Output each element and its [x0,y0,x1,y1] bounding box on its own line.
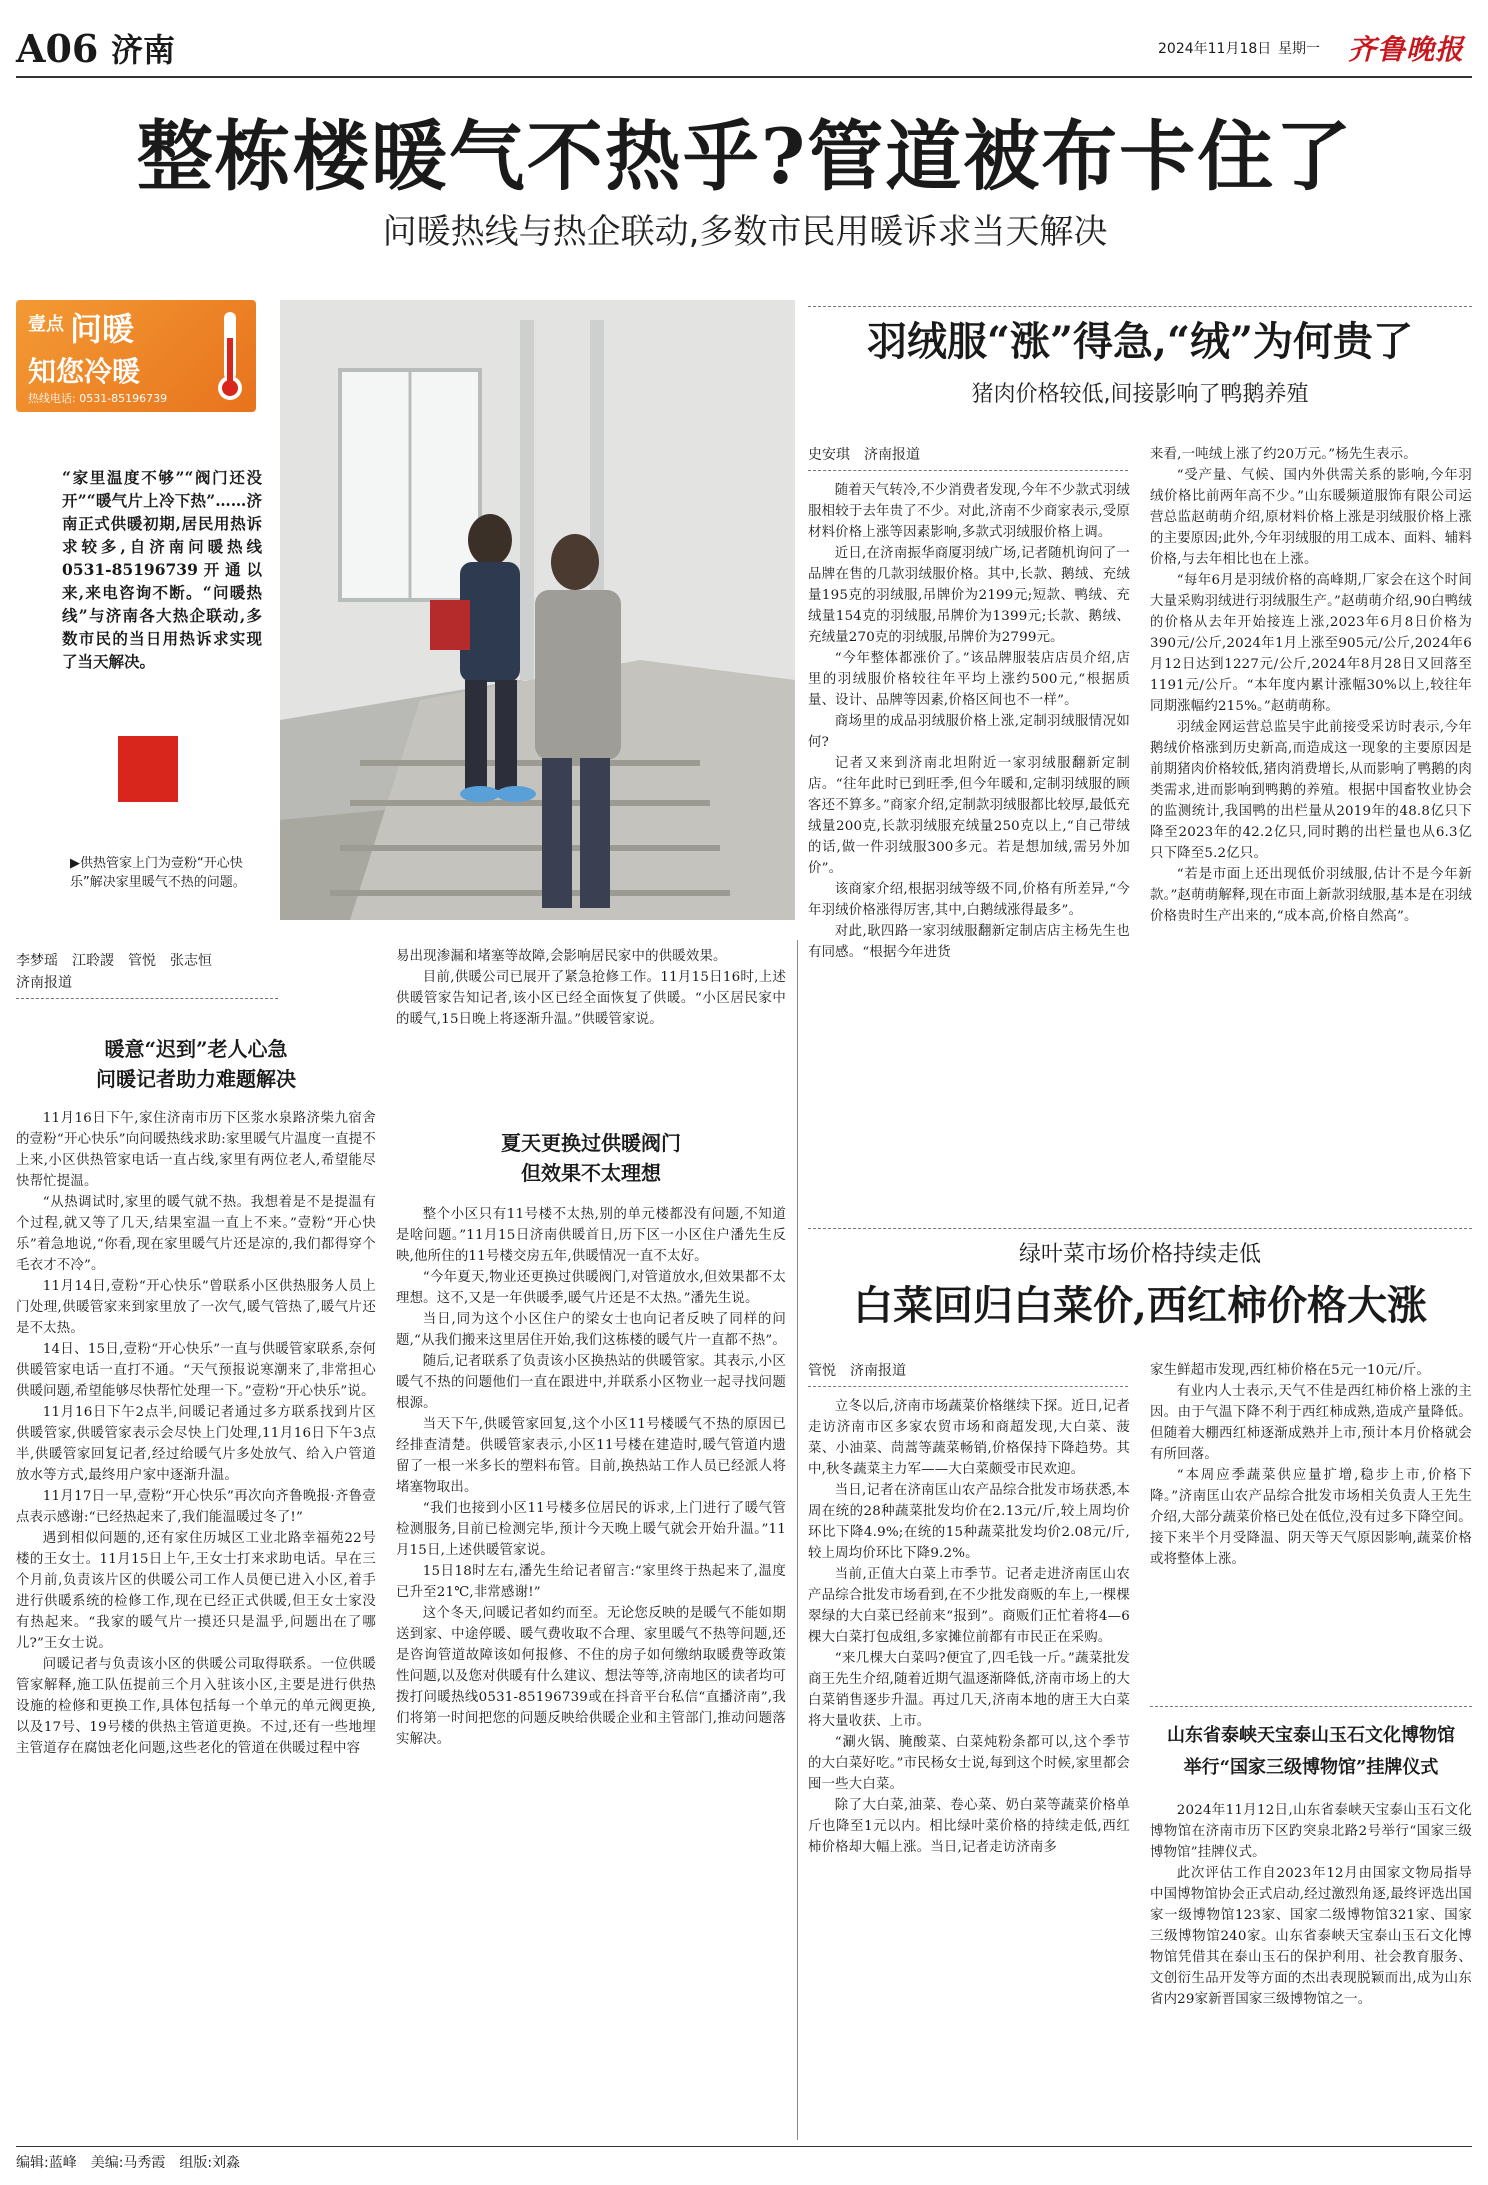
main-column-2a [396,946,786,1106]
footer-credits: 编辑:蓝峰 美编:马秀霞 组版:刘淼 [16,2155,241,2171]
col1-para: 11月14日,壹粉“开心快乐”曾联系小区供热服务人员上门处理,供暖管家来到家里放了一次气,暖气管热了,暖气片还是不太热。 [16,1279,376,1336]
photo-caption: ▶供热管家上门为壹粉“开心快乐”解决家里暖气不热的问题。 [70,856,246,890]
story2-para: “今年整体都涨价了。”该品牌服装店店员介绍,店里的羽绒服价格较往年平均上涨约500元,“根据质量、设计、品牌等因素,价格区间也不一样”。 [808,651,1130,708]
story4-headline-1: 山东省泰峡天宝泰山玉石文化博物馆 [1167,1725,1455,1746]
hotline-badge [16,300,256,412]
story3-para: 当前,正值大白菜上市季节。记者走进济南匡山农产品综合批发市场看到,在不少批发商贩的车上,一棵棵翠绿的大白菜已经前来“报到”。商贩们正忙着将4—6棵大白菜打包成组,多家摊位前都有市民正在采购。 [808,1567,1130,1645]
story2-para: 该商家介绍,根据羽绒等级不同,价格有所差异,“今年羽绒价格涨得厉害,其中,白鹅绒涨得最多”。 [808,882,1130,918]
footer-rule [16,2146,1472,2147]
badge-title-a: 壹点 [28,314,64,335]
section2-title-2: 但效果不太理想 [521,1161,661,1185]
story3-para: 立冬以后,济南市场蔬菜价格继续下探。近日,记者走访济南市区多家农贸市场和商超发现,大白菜、菠菜、小油菜、茼蒿等蔬菜畅销,价格保持下降趋势。其中,秋冬蔬菜主力军——大白菜颇受市民欢迎。 [808,1399,1130,1477]
story3-para: 有业内人士表示,天气不佳是西红柿价格上涨的主因。由于气温下降不利于西红柿成熟,造成产量降低。但随着大棚西红柿逐渐成熟并上市,预计本月价格就会有所回落。 [1150,1384,1472,1462]
intro-text: “家里温度不够”“阀门还没开”“暖气片上冷下热”……济南正式供暖初期,居民用热诉求较多,自济南问暖热线0531-85196739开通以来,来电咨询不断。“问暖热线”与济南各大热企联动,多数市民的当日用热诉求实现了当天解决。 [62,468,262,671]
col1-para: 11月17日一早,壹粉“开心快乐”再次向齐鲁晚报·齐鲁壹点表示感谢:“已经热起来了,我们能温暖过冬了!” [16,1489,376,1525]
story2-column-b [1150,444,1472,1210]
story2-para: 对此,耿四路一家羽绒服翻新定制店店主杨先生也有同感。“根据今年进货 [808,924,1130,960]
story2-para: “每年6月是羽绒价格的高峰期,厂家会在这个时间大量采购羽绒进行羽绒服生产。”赵萌萌介绍,90白鸭绒的价格从去年开始接连上涨,2023年6月8日价格为390元/公斤,2024年1月上涨至905元/公斤,2024年6月12日达到1227元/公斤,2024年8月28日又回落至1191元/公斤。“本年度内累计涨幅30%以上,较往年同期涨幅约215%。”赵萌萌称。 [1150,573,1472,714]
section2-title-1: 夏天更换过供暖阀门 [501,1131,681,1155]
issue-weekday: 星期一 [1278,41,1320,57]
col2-para: 目前,供暖公司已展开了紧急抢修工作。11月15日16时,上述供暖管家告知记者,该小区已经全面恢复了供暖。“小区居民家中的暖气,15日晚上将逐渐升温。”供暖管家说。 [396,970,786,1027]
story2-para: 随着天气转冷,不少消费者发现,今年不少款式羽绒服相较于去年贵了不少。对此,济南不少商家表示,受原材料价格上涨等因素影响,多款式羽绒服价格上调。 [808,483,1130,540]
masthead-rule [16,76,1472,78]
story2-headline: 羽绒服“涨”得急,“绒”为何贵了 [867,318,1413,365]
col2-para: 这个冬天,问暖记者如约而至。无论您反映的是暖气不能如期送到家、中途停暖、暖气费收取不合理、家里暖气不热等问题,还是咨询管道故障该如何报修、不住的房子如何缴纳取暖费等政策性问题,以及您对供暖有什么建议、想法等等,济南地区的读者均可拨打问暖热线0531-85196739或在抖音平台私信“直播济南”,我们将第一时间把您的问题反映给供暖企业和主管部门,推动问题落实解决。 [396,1606,786,1747]
col1-para: 11月16日下午,家住济南市历下区浆水泉路济柴九宿舍的壹粉“开心快乐”向问暖热线求助:家里暖气片温度一直提不上来,小区供热管家电话一直占线,家里有两位老人,希望能尽快帮忙提温。 [16,1111,376,1189]
main-byline-names: 李梦瑶 江聆謖 管悦 张志恒 [16,953,212,969]
news-photo [280,300,795,920]
story2-para: 记者又来到济南北坦附近一家羽绒服翻新定制店。“往年此时已到旺季,但今年暖和,定制羽绒服的顾客还不算多。”商家介绍,定制款羽绒服都比较厚,最低充绒量200克,长款羽绒服充绒量250克以上,“自己带绒的话,做一件羽绒服300多元。若是想加绒,需另外加价”。 [808,756,1130,876]
story3-para: 除了大白菜,油菜、卷心菜、奶白菜等蔬菜价格单斤也降至1元以内。相比绿叶菜价格的持续走低,西红柿价格却大幅上涨。当日,记者走访济南多 [808,1798,1130,1855]
story3-para: “来几棵大白菜吗?便宜了,四毛钱一斤。”蔬菜批发商王先生介绍,随着近期气温逐渐降低,济南市场上的大白菜销售逐步升温。再过几天,济南本地的唐王大白菜将大量收获、上市。 [808,1651,1130,1729]
col2-para: 当日,同为这个小区住户的梁女士也向记者反映了同样的问题,“从我们搬来这里居住开始,我们这栋楼的暖气片一直都不热”。 [396,1312,786,1348]
col1-para: 遇到相似问题的,还有家住历城区工业北路幸福苑22号楼的王女士。11月15日上午,王女士打来求助电话。早在三个月前,负责该片区的供暖公司工作人员便已进入小区,着手进行供暖系统的检修工作,现在已经正式供暖,但王女士家没有热起来。“我家的暖气片一摸还只是温乎,问题出在了哪儿?”王女士说。 [16,1531,376,1651]
main-column-1 [16,1108,376,2138]
story3-kicker: 绿叶菜市场价格持续走低 [1018,1242,1261,1267]
main-column-2b [396,1204,786,2138]
photo-illustration [280,300,795,920]
story2-top-divider [808,306,1472,307]
story2-para: 羽绒金网运营总监吴宇此前接受采访时表示,今年鹅绒价格涨到历史新高,而造成这一现象的主要原因是前期猪肉价格较低,猪肉消费增长,从而影响了鸭鹅的肉类需求,进而影响到鸭鹅的养殖。根据中国畜牧业协会的监测统计,我国鸭的出栏量从2019年的48.8亿只下降至2023年的42.2亿只,同时鹅的出栏量也从6.3亿只下降至5.2亿只。 [1150,720,1472,861]
column-divider [797,940,798,2140]
col1-para: 问暖记者与负责该小区的供暖公司取得联系。一位供暖管家解释,施工队伍提前三个月入驻该小区,主要是进行供热设施的检修和更换工作,具体包括每一个单元的单元阀更换,以及17号、19号楼的供热主管道更换。不过,还有一些地埋主管道存在腐蚀老化问题,这些老化的管道在供暖过程中容 [16,1657,376,1756]
story2-byline: 史安琪 济南报道 [808,447,920,463]
issue-date: 2024年11月18日 [1158,41,1272,57]
col1-para: 11月16日下午2点半,问暖记者通过多方联系找到片区供暖管家,供暖管家表示会尽快上门处理,11月16日下午3点半,供暖管家回复记者,经过给暖气片多处放气、给入户管道放水等方式,最终用户家中逐渐升温。 [16,1405,376,1483]
main-byline-place: 济南报道 [16,975,72,991]
story2-para: “受产量、气候、国内外供需关系的影响,今年羽绒价格比前两年高不少。”山东暖频道服饰有限公司运营总监赵萌萌介绍,原材料价格上涨是羽绒服价格上涨的主要原因;此外,今年羽绒服的用工成本、面料、辅料价格,与去年相比也在上涨。 [1150,468,1472,567]
story4-body [1150,1800,1472,2140]
red-square-decoration [118,736,178,802]
story3-para: 家生鲜超市发现,西红柿价格在5元一10元/斤。 [1150,1363,1430,1378]
col2-para: “今年夏天,物业还更换过供暖阀门,对管道放水,但效果都不太理想。这不,又是一年供暖季,暖气片还是不太热。”潘先生说。 [396,1270,786,1306]
main-headline: 整栋楼暖气不热乎?管道被布卡住了 [136,112,1354,201]
story2-column-a [808,480,1130,1210]
story3-headline: 白菜回归白菜价,西红柿价格大涨 [853,1282,1427,1329]
story3-byline-divider [808,1386,1128,1387]
story3-column-a [808,1396,1130,2136]
col2-para: 易出现渗漏和堵塞等故障,会影响居民家中的供暖效果。 [396,949,727,964]
section1-title-2: 问暖记者助力难题解决 [96,1067,296,1091]
story3-para: “本周应季蔬菜供应量扩增,稳步上市,价格下降。”济南匡山农产品综合批发市场相关负责人王先生介绍,大部分蔬菜价格已处在低位,没有过多下降空间。接下来半个月受降温、阴天等天气原因影响,蔬菜价格或将整体上涨。 [1150,1468,1472,1567]
badge-hotline: 热线电话: 0531-85196739 [28,392,168,405]
main-subheadline: 问暖热线与热企联动,多数市民用暖诉求当天解决 [382,212,1108,252]
col2-para: 当天下午,供暖管家回复,这个小区11号楼暖气不热的原因已经排查清楚。供暖管家表示,小区11号楼在建造时,暖气管道内遗留了一根一米多长的塑料布管。目前,换热站工作人员已经派人将堵塞物取出。 [396,1417,786,1495]
story4-headline-2: 举行“国家三级博物馆”挂牌仪式 [1183,1757,1439,1778]
section1-title-1: 暖意“迟到”老人心急 [104,1037,288,1061]
page-header [16,26,1472,76]
byline-divider [16,998,278,999]
col2-para: “我们也接到小区11号楼多位居民的诉求,上门进行了暖气管检测服务,目前已检测完毕,预计今天晚上暖气就会开始升温。”11月15日,上述供暖管家说。 [396,1501,786,1558]
section-name: 济南 [111,31,176,69]
col2-para: 15日18时左右,潘先生给记者留言:“家里终于热起来了,温度已升至21℃,非常感谢!” [396,1564,786,1600]
story2-para: “若是市面上还出现低价羽绒服,估计不是今年新款。”赵萌萌解释,现在市面上新款羽绒服,基本是在羽绒价格贵时生产出来的,“成本高,价格自然高”。 [1150,867,1472,924]
story3-byline: 管悦 济南报道 [808,1363,906,1379]
story4-para: 此次评估工作自2023年12月由国家文物局指导中国博物馆协会正式启动,经过激烈角逐,最终评选出国家一级博物馆123家、国家二级博物馆321家、国家三级博物馆240家。山东省泰峡天宝泰山玉石文化博物馆凭借其在泰山玉石的保护利用、社会教育服务、文创衍生品开发等方面的杰出表现脱颖而出,成为山东省内29家新晋国家三级博物馆之一。 [1150,1866,1472,2007]
story4-top-divider [1150,1706,1472,1707]
story4-para: 2024年11月12日,山东省泰峡天宝泰山玉石文化博物馆在济南市历下区趵突泉北路2号举行“国家三级博物馆”挂牌仪式。 [1150,1803,1472,1860]
story3-column-b [1150,1360,1472,1680]
story3-para: 当日,记者在济南匡山农产品综合批发市场获悉,本周在统的28种蔬菜批发均价在2.13元/斤,较上周均价环比下降4.9%;在统的15种蔬菜批发均价2.08元/斤,较上周均价环比下降9.2%。 [808,1483,1130,1561]
story2-para: 来看,一吨绒上涨了约20万元。”杨先生表示。 [1150,447,1417,462]
page-number: A06 [16,26,99,71]
story3-top-divider [808,1228,1472,1229]
thermometer-icon [212,308,248,404]
story2-subheadline: 猪肉价格较低,间接影响了鸭鹅养殖 [971,382,1309,407]
story2-para: 商场里的成品羽绒服价格上涨,定制羽绒服情况如何? [808,714,1130,750]
paper-logo: 齐鲁晚报 [1348,33,1465,66]
story3-para: “涮火锅、腌酸菜、白菜炖粉条都可以,这个季节的大白菜好吃。”市民杨女士说,每到这个时候,家里都会囤一些大白菜。 [808,1735,1130,1792]
col1-para: “从热调试时,家里的暖气就不热。我想着是不是提温有个过程,就又等了几天,结果室温一直上不来。”壹粉“开心快乐”着急地说,“你看,现在家里暖气片还是凉的,我们都得穿个毛衣才不冷”。 [16,1195,376,1273]
badge-line2: 知您冷暖 [28,355,141,388]
badge-title-b: 问暖 [70,310,135,348]
story2-byline-divider [808,470,1128,471]
col2-para: 随后,记者联系了负责该小区换热站的供暖管家。其表示,小区暖气不热的问题他们一直在跟进中,并联系小区物业一起寻找问题根源。 [396,1354,786,1411]
col1-para: 14日、15日,壹粉“开心快乐”一直与供暖管家联系,奈何供暖管家电话一直打不通。“天气预报说寒潮来了,非常担心供暖问题,希望能够尽快帮忙处理一下。”壹粉“开心快乐”说。 [16,1342,376,1399]
col2-para: 整个小区只有11号楼不太热,别的单元楼都没有问题,不知道是啥问题。”11月15日济南供暖首日,历下区一小区住户潘先生反映,他所住的11号楼交房五年,供暖情况一直不太好。 [396,1207,786,1264]
story2-para: 近日,在济南振华商厦羽绒广场,记者随机询问了一品牌在售的几款羽绒服价格。其中,长款、鹅绒、充绒量195克的羽绒服,吊牌价为2199元;短款、鸭绒、充绒量154克的羽绒服,吊牌价为1399元;长款、鹅绒、充绒量270克的羽绒服,吊牌价为2799元。 [808,546,1130,645]
